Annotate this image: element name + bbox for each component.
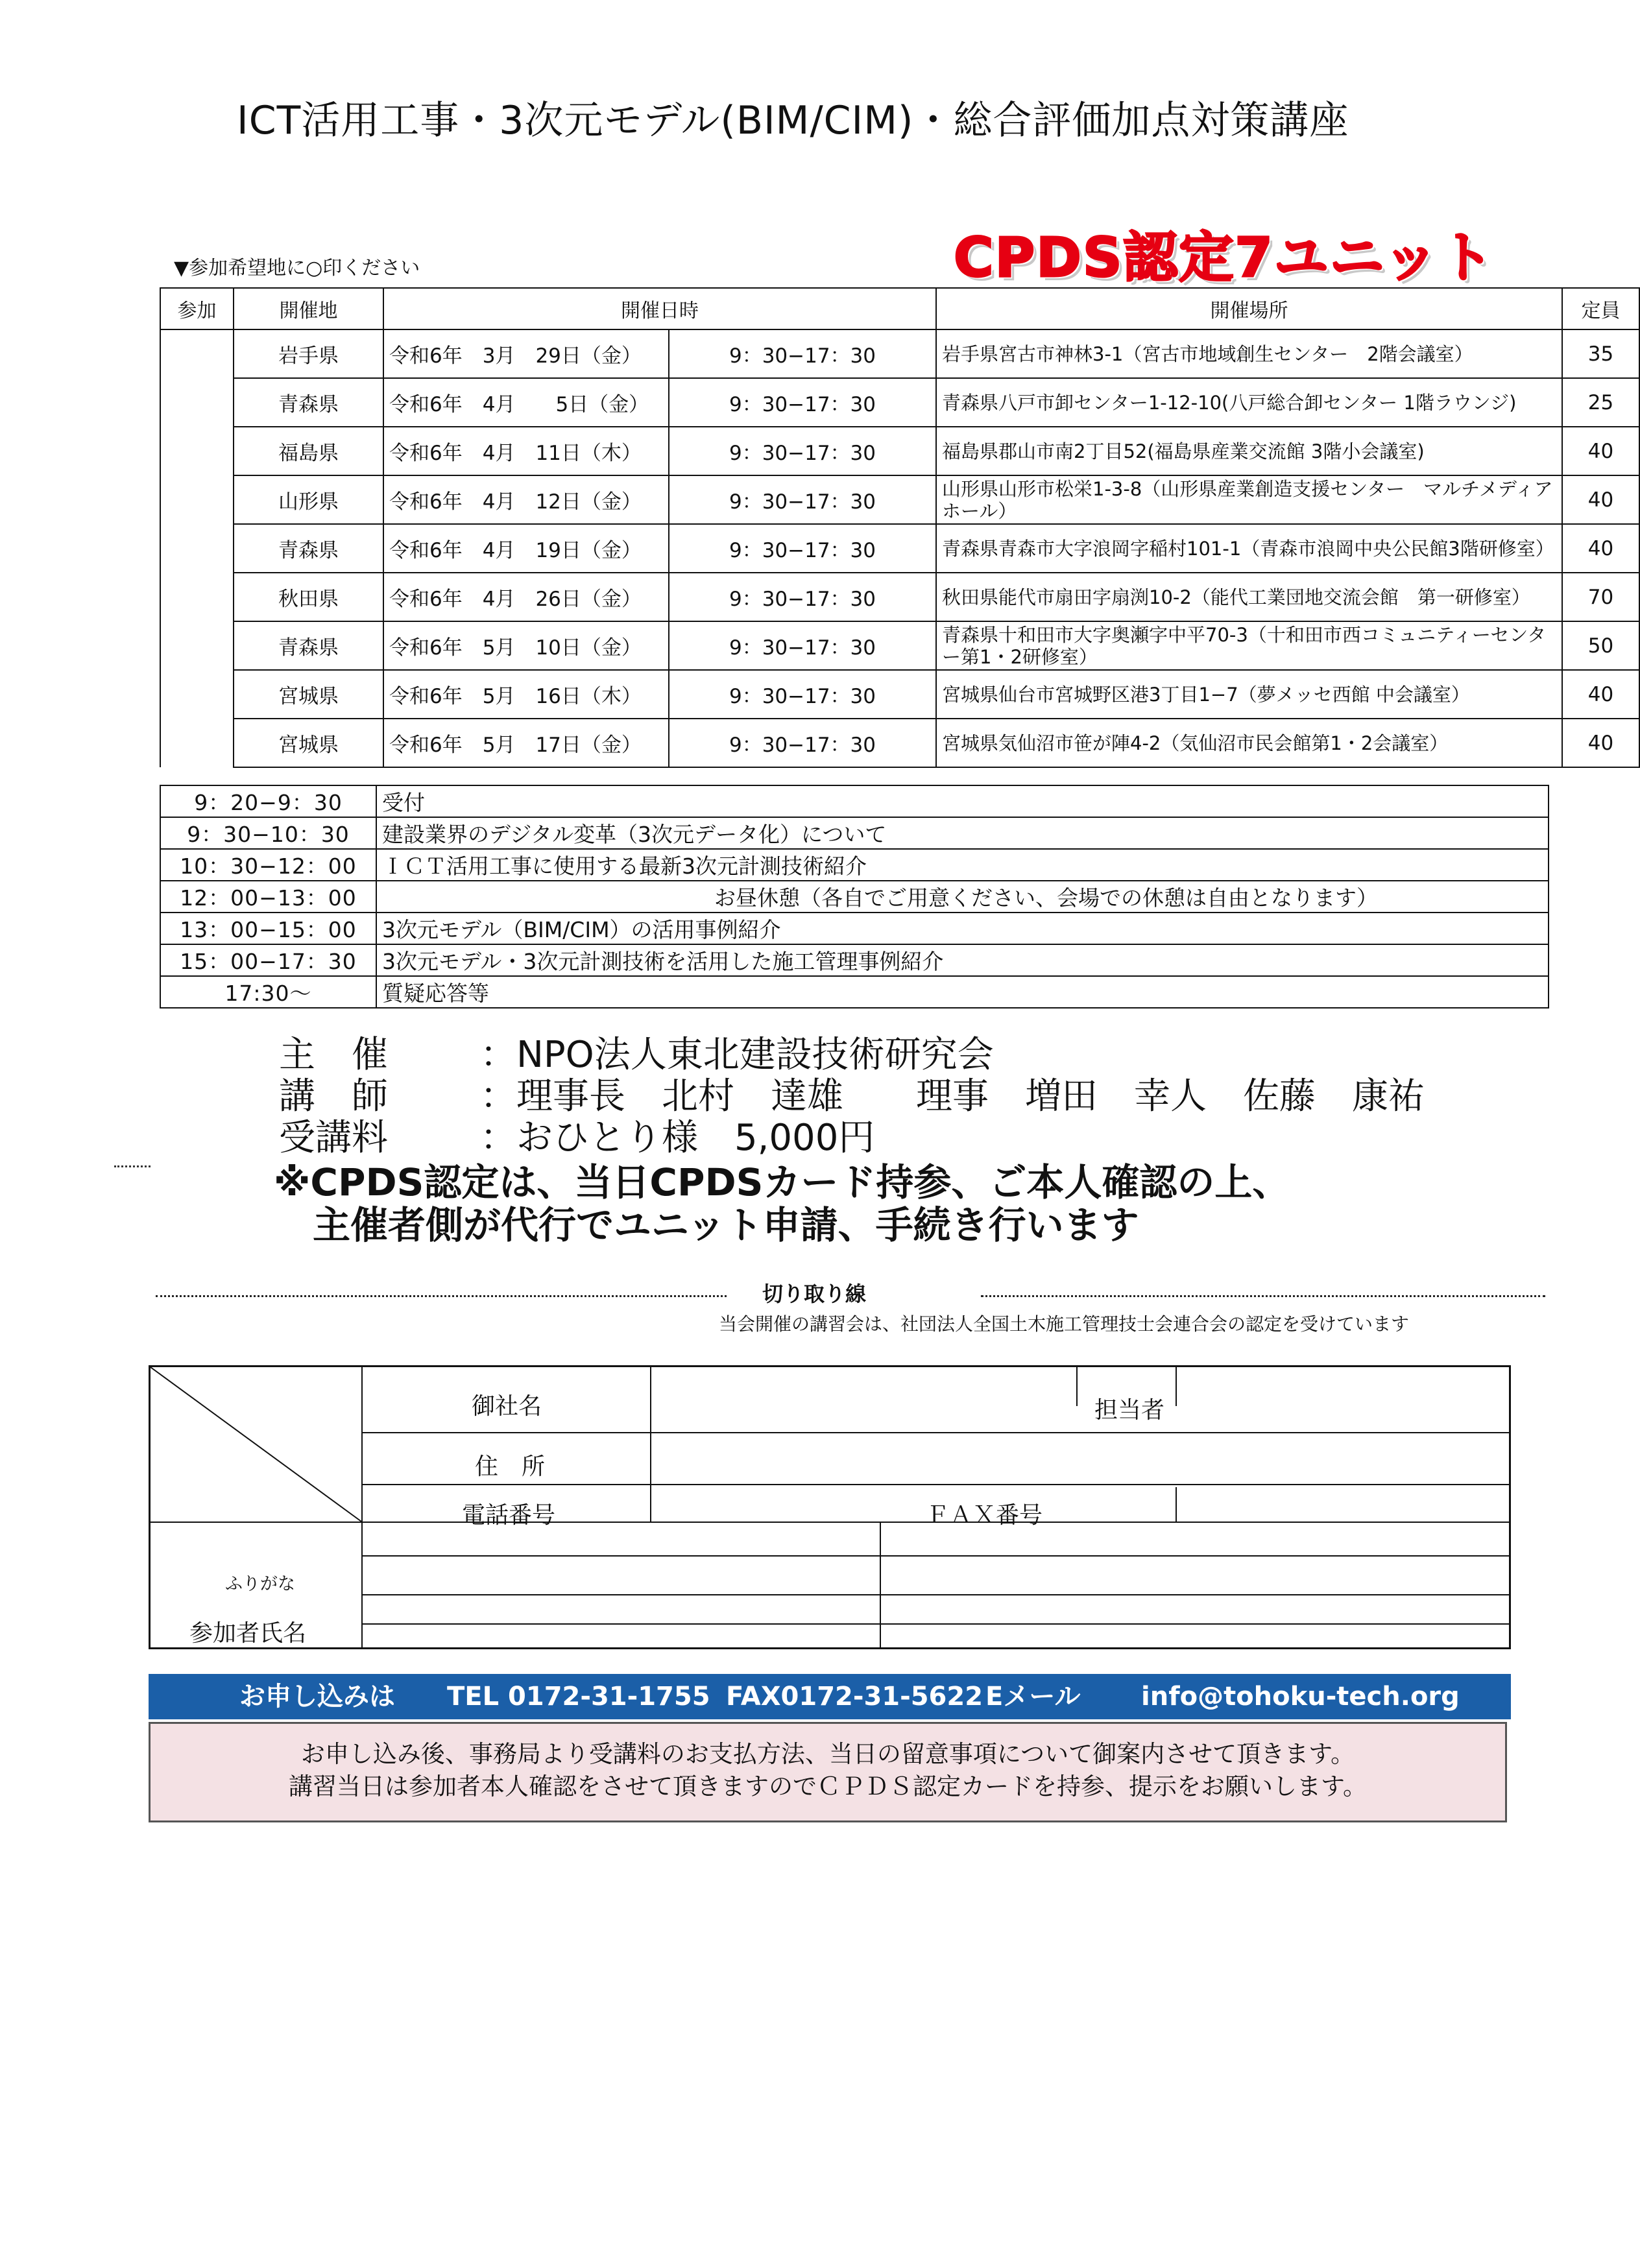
program-content: 建設業界のデジタル変革（3次元データ化）について	[376, 817, 1549, 849]
participant-field-1[interactable]	[363, 1523, 878, 1646]
authorization-note: 当会開催の講習会は、社団法人全国土木施工管理技士会連合会の認定を受けています	[719, 1313, 1410, 1335]
application-form	[149, 1365, 1511, 1649]
program-time: 9：20−9：30	[160, 785, 376, 817]
date-cell: 令和6年 3月 29日（金）	[383, 329, 669, 378]
participate-cell[interactable]	[160, 670, 234, 719]
capacity-cell: 40	[1562, 427, 1639, 475]
time-cell: 9：30−17：30	[669, 524, 936, 573]
program-time: 9：30−10：30	[160, 817, 376, 849]
schedule-row	[160, 427, 1639, 475]
location-cell: 山形県	[234, 475, 383, 524]
cpds-note-line2: 主催者側が代行でユニット申請、手続き行います	[313, 1203, 1139, 1247]
capacity-cell: 70	[1562, 573, 1639, 621]
venue-cell: 宮城県気仙沼市笹が陣4-2（気仙沼市民会館第1・2会議室）	[936, 719, 1562, 767]
header-venue: 開催場所	[936, 288, 1562, 329]
company-field[interactable]	[650, 1367, 1075, 1431]
program-row	[160, 881, 1549, 913]
cut-line-right	[981, 1295, 1545, 1297]
diagonal-slash	[151, 1367, 361, 1522]
cut-line-label: 切り取り線	[762, 1282, 867, 1306]
program-time: 13：00−15：00	[160, 913, 376, 944]
time-cell: 9：30−17：30	[669, 427, 936, 475]
contact-email-label: Eメール	[985, 1682, 1081, 1712]
program-content: 3次元モデル・3次元計測技術を活用した施工管理事例紹介	[376, 944, 1549, 976]
header-capacity: 定員	[1562, 288, 1639, 329]
fax-label: ＦＡＸ番号	[926, 1502, 1043, 1529]
program-row	[160, 944, 1549, 976]
participate-cell[interactable]	[160, 378, 234, 427]
participate-cell[interactable]	[160, 621, 234, 670]
person-in-charge-field[interactable]	[1176, 1367, 1506, 1405]
contact-label: お申し込みは	[239, 1682, 395, 1712]
participate-cell[interactable]	[160, 475, 234, 524]
notice-line2: 講習当日は参加者本人確認をさせて頂きますのでＣＰＤＳ認定カードを持参、提示をお願いします。	[288, 1773, 1368, 1800]
time-cell: 9：30−17：30	[669, 329, 936, 378]
organizer-label: 主 催	[279, 1034, 388, 1076]
event-info: 主 催 ： NPO法人東北建設技術研究会 講 師 ： 理事長 北村 達雄 理事 増田 幸人 佐藤 康祐 受講料 ： おひとり様 5,000円	[279, 1034, 1425, 1159]
address-label: 住 所	[475, 1453, 546, 1480]
participate-cell[interactable]	[160, 719, 234, 767]
program-content: ＩＣＴ活用工事に使用する最新3次元計測技術紹介	[376, 849, 1549, 881]
margin-dots	[114, 1165, 151, 1167]
program-row	[160, 976, 1549, 1008]
notice-line1: お申し込み後、事務局より受講料のお支払方法、当日の留意事項について御案内させて頂きます。	[300, 1740, 1355, 1768]
participate-cell[interactable]	[160, 329, 234, 378]
date-cell: 令和6年 4月 11日（木）	[383, 427, 669, 475]
fee: おひとり様 5,000円	[516, 1117, 875, 1159]
date-cell: 令和6年 5月 10日（金）	[383, 621, 669, 670]
capacity-cell: 40	[1562, 719, 1639, 767]
capacity-cell: 40	[1562, 524, 1639, 573]
lecturers: 理事長 北村 達雄 理事 増田 幸人 佐藤 康祐	[516, 1075, 1425, 1117]
participant-field-2[interactable]	[881, 1523, 1506, 1646]
date-cell: 令和6年 5月 17日（金）	[383, 719, 669, 767]
participant-name-label: 参加者氏名	[189, 1620, 307, 1647]
program-time: 12：00−13：00	[160, 881, 376, 913]
program-row	[160, 913, 1549, 944]
venue-cell: 青森県八戸市卸センター1-12-10(八戸総合卸センター 1階ラウンジ)	[936, 378, 1562, 427]
document-title: ICT活用工事・3次元モデル(BIM/CIM)・総合評価加点対策講座	[237, 98, 1349, 143]
time-cell: 9：30−17：30	[669, 573, 936, 621]
capacity-cell: 40	[1562, 475, 1639, 524]
venue-cell: 宮城県仙台市宮城野区港3丁目1−7（夢メッセ西館 中会議室）	[936, 670, 1562, 719]
schedule-row	[160, 719, 1639, 767]
company-label: 御社名	[472, 1393, 542, 1420]
location-cell: 宮城県	[234, 719, 383, 767]
date-cell: 令和6年 4月 19日（金）	[383, 524, 669, 573]
time-cell: 9：30−17：30	[669, 475, 936, 524]
contact-fax: FAX0172-31-5622	[726, 1682, 983, 1712]
program-time: 17:30〜	[160, 976, 376, 1008]
capacity-cell: 40	[1562, 670, 1639, 719]
program-content: 3次元モデル（BIM/CIM）の活用事例紹介	[376, 913, 1549, 944]
location-cell: 宮城県	[234, 670, 383, 719]
program-content: お昼休憩（各自でご用意ください、会場での休憩は自由となります）	[376, 881, 1549, 913]
header-participate: 参加	[160, 288, 234, 329]
contact-tel: TEL 0172-31-1755	[447, 1682, 710, 1712]
contact-email[interactable]: info@tohoku-tech.org	[1141, 1682, 1460, 1712]
capacity-cell: 25	[1562, 378, 1639, 427]
venue-cell: 福島県郡山市南2丁目52(福島県産業交流館 3階小会議室)	[936, 427, 1562, 475]
location-cell: 秋田県	[234, 573, 383, 621]
fax-field[interactable]	[1177, 1488, 1506, 1520]
date-cell: 令和6年 5月 16日（木）	[383, 670, 669, 719]
date-cell: 令和6年 4月 5日（金）	[383, 378, 669, 427]
schedule-row	[160, 621, 1639, 670]
location-cell: 福島県	[234, 427, 383, 475]
date-cell: 令和6年 4月 12日（金）	[383, 475, 669, 524]
furigana-label: ふりがな	[225, 1574, 295, 1594]
organizer: NPO法人東北建設技術研究会	[516, 1034, 994, 1076]
date-cell: 令和6年 4月 26日（金）	[383, 573, 669, 621]
program-content: 受付	[376, 785, 1549, 817]
venue-cell: 青森県十和田市大字奥瀬字中平70-3（十和田市西コミュニティーセンター第1・2研修室）	[936, 621, 1562, 670]
participate-cell[interactable]	[160, 524, 234, 573]
address-field[interactable]	[650, 1433, 1506, 1483]
program-time: 15：00−17：30	[160, 944, 376, 976]
location-cell: 青森県	[234, 524, 383, 573]
time-cell: 9：30−17：30	[669, 719, 936, 767]
header-datetime: 開催日時	[383, 288, 936, 329]
schedule-row	[160, 573, 1639, 621]
lecturer-label: 講 師	[279, 1075, 388, 1117]
venue-cell: 山形県山形市松栄1-3-8（山形県産業創造支援センター マルチメディアホール）	[936, 475, 1562, 524]
program-time: 10：30−12：00	[160, 849, 376, 881]
cpds-badge: CPDS認定7ユニット	[954, 226, 1495, 289]
phone-label: 電話番号	[462, 1502, 556, 1529]
program-table	[160, 785, 1549, 1009]
schedule-row	[160, 475, 1639, 524]
notice-box	[149, 1722, 1507, 1822]
contact-bar	[149, 1674, 1511, 1719]
capacity-cell: 35	[1562, 329, 1639, 378]
schedule-row	[160, 378, 1639, 427]
schedule-row	[160, 670, 1639, 719]
participate-cell[interactable]	[160, 573, 234, 621]
person-in-charge-label: 担当者	[1094, 1397, 1165, 1424]
participation-instruction: ▼参加希望地に○印ください	[174, 257, 420, 280]
program-content: 質疑応答等	[376, 976, 1549, 1008]
cut-line-left	[156, 1295, 727, 1297]
schedule-row	[160, 524, 1639, 573]
program-row	[160, 785, 1549, 817]
schedule-table	[160, 287, 1640, 768]
location-cell: 青森県	[234, 621, 383, 670]
time-cell: 9：30−17：30	[669, 670, 936, 719]
time-cell: 9：30−17：30	[669, 621, 936, 670]
cpds-note	[274, 1161, 1290, 1247]
fee-label: 受講料	[279, 1117, 388, 1159]
program-row	[160, 817, 1549, 849]
venue-cell: 秋田県能代市扇田字扇渕10-2（能代工業団地交流会館 第一研修室）	[936, 573, 1562, 621]
location-cell: 岩手県	[234, 329, 383, 378]
time-cell: 9：30−17：30	[669, 378, 936, 427]
header-location: 開催地	[234, 288, 383, 329]
capacity-cell: 50	[1562, 621, 1639, 670]
participate-cell[interactable]	[160, 427, 234, 475]
venue-cell: 青森県青森市大字浪岡字稲村101-1（青森市浪岡中央公民館3階研修室）	[936, 524, 1562, 573]
program-row	[160, 849, 1549, 881]
venue-cell: 岩手県宮古市神林3-1（宮古市地域創生センター 2階会議室）	[936, 329, 1562, 378]
cpds-note-line1: ※CPDS認定は、当日CPDSカード持参、ご本人確認の上、	[274, 1160, 1290, 1204]
location-cell: 青森県	[234, 378, 383, 427]
phone-field[interactable]	[650, 1485, 1075, 1520]
schedule-row	[160, 329, 1639, 378]
